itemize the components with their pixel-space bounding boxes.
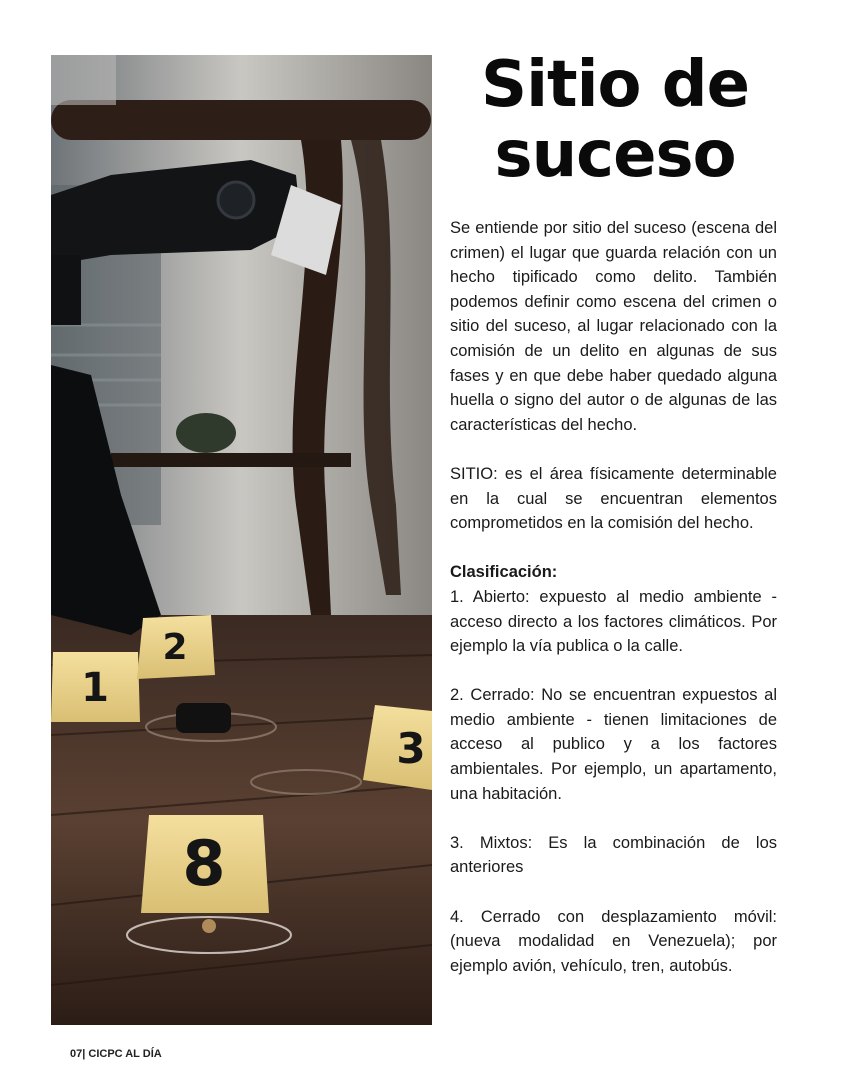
evidence-marker-2 [137,615,215,679]
evidence-marker-1 [51,652,140,722]
plant [176,413,236,453]
article-body [450,216,777,978]
svg-text:1: 1 [81,665,109,711]
crime-scene-photo [51,55,432,1025]
evidence-object [176,703,231,733]
page-title [450,50,780,190]
clasificacion-heading: Clasificación: [450,563,558,582]
title-line-2: suceso [494,118,736,192]
classification-item-4: 4. Cerrado con desplazamiento móvil: (nueva modalidad en Venezuela); por ejemplo avión, vehículo, tren, autobús. [450,907,777,975]
intro-paragraph: Se entiende por sitio del suceso (escena del crimen) el lugar que guarda relación con un hecho tipificado como delito. También podemos definir como escena del crimen o sitio del suceso, al lugar relacionado con la comisión de un delito en algunas de sus fases y en que debe haber quedado alguna huella o signo del autor o de algunas de las características del hecho. [450,219,777,434]
sitio-paragraph: SITIO: es el área físicamente determinable en la cual se encuentran elementos comprometidos en la comisión del hecho. [450,464,777,533]
classification-item-1: 1. Abierto: expuesto al medio ambiente - acceso directo a los factores climáticos. Por ejemplo la vía publica o la calle. [450,587,777,656]
evidence-bullet [202,919,216,933]
classification-item-3: 3. Mixtos: Es la combinación de los anteriores [450,833,777,877]
evidence-marker-3 [363,705,432,790]
svg-text:3: 3 [396,724,426,773]
crime-scene-illustration [51,55,432,1025]
evidence-marker-8 [141,815,269,913]
page-footer: 07| CICPC AL DÍA [70,1048,162,1060]
svg-text:8: 8 [182,827,226,900]
table-shelf [111,453,351,467]
title-line-1: Sitio de [480,48,750,122]
classification-item-2: 2. Cerrado: No se encuentran expuestos al medio ambiente - tienen limitaciones de acceso al publico y a los factores ambientales. Por ejemplo, un apartamento, una habitación. [450,686,777,803]
table-top [51,100,431,140]
svg-text:2: 2 [162,627,188,668]
